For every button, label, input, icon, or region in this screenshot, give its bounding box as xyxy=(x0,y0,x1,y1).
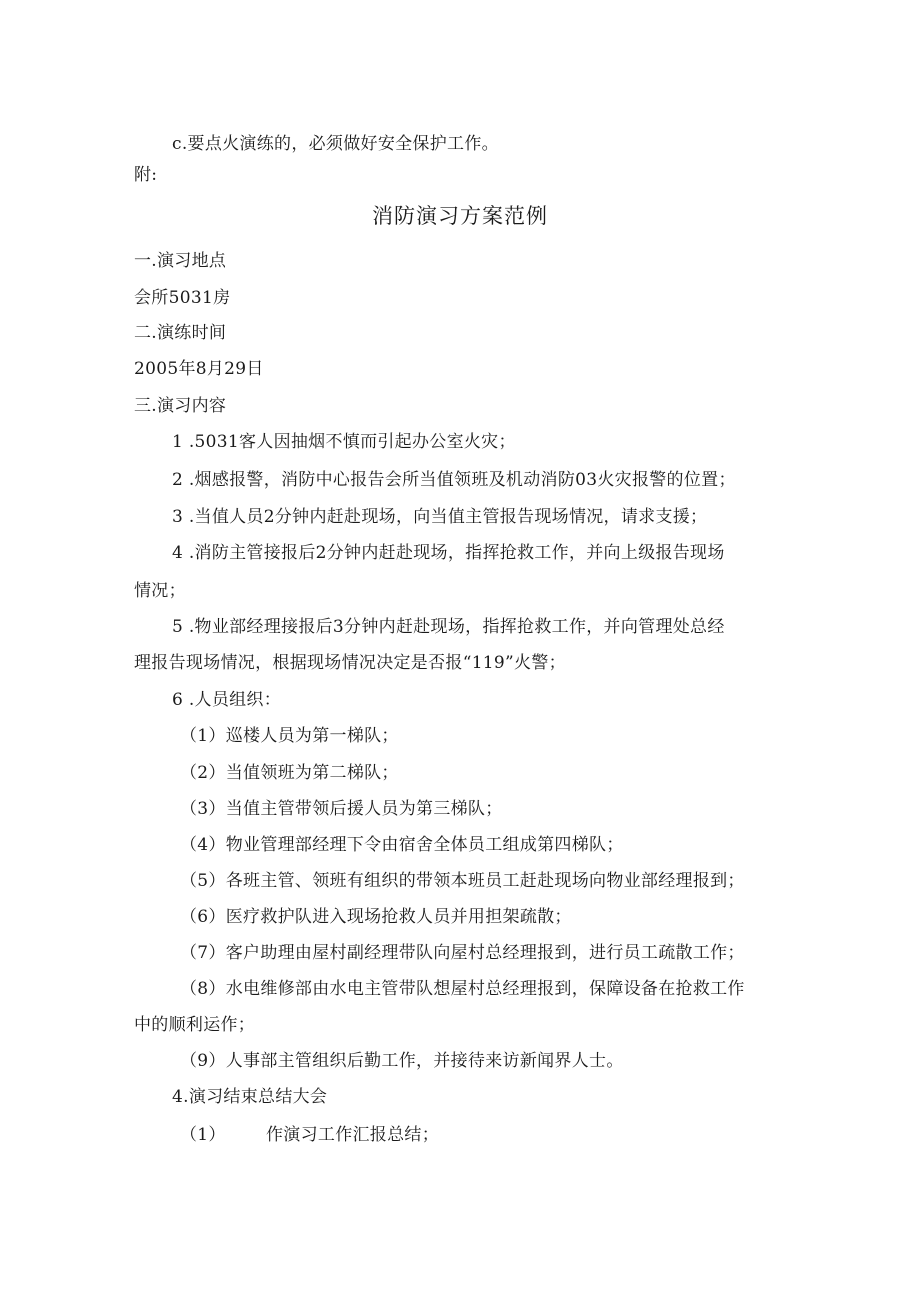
org-item-9: （9）人事部主管组织后勤工作，并接待来访新闻界人士。 xyxy=(180,1051,624,1071)
section-heading-content: 三.演习内容 xyxy=(134,396,227,416)
step-2: 2 .烟感报警，消防中心报告会所当值领班及机动消防03火灾报警的位置； xyxy=(172,470,736,490)
step-5-line-1: 5 .物业部经理接报后3分钟内赶赴现场，指挥抢救工作，并向管理处总经 xyxy=(172,617,725,637)
org-item-1: （1）巡楼人员为第一梯队； xyxy=(180,726,399,746)
org-item-4: （4）物业管理部经理下令由宿舍全体员工组成第四梯队； xyxy=(180,835,624,855)
step-4-line-2: 情况； xyxy=(134,581,186,601)
org-item-8-line-1: （8）水电维修部由水电主管带队想屋村总经理报到，保障设备在抢救工作 xyxy=(180,979,745,999)
section-heading-location: 一.演习地点 xyxy=(134,251,227,271)
section-heading-time: 二.演练时间 xyxy=(134,323,227,343)
step-6: 6 .人员组织： xyxy=(172,690,282,710)
summary-item-1-label: （1） xyxy=(180,1125,226,1145)
step-5-line-2: 理报告现场情况，根据现场情况决定是否报“119”火警； xyxy=(134,653,566,673)
org-item-6: （6）医疗救护队进入现场抢救人员并用担架疏散； xyxy=(180,907,572,927)
org-item-7: （7）客户助理由屋村副经理带队向屋村总经理报到，进行员工疏散工作； xyxy=(180,943,745,963)
location-value: 会所5031房 xyxy=(134,288,231,308)
time-value: 2005年8月29日 xyxy=(134,359,264,379)
org-item-3: （3）当值主管带领后援人员为第三梯队； xyxy=(180,799,503,819)
step-4-line-1: 4 .消防主管接报后2分钟内赶赴现场，指挥抢救工作，并向上级报告现场 xyxy=(172,543,725,563)
step-3: 3 .当值人员2分钟内赶赴现场，向当值主管报告现场情况，请求支援； xyxy=(172,507,708,527)
appendix-label: 附: xyxy=(134,165,158,185)
summary-item-1-text: 作演习工作汇报总结； xyxy=(266,1125,439,1145)
org-item-5: （5）各班主管、领班有组织的带领本班员工赶赴现场向物业部经理报到； xyxy=(180,871,745,891)
summary-heading: 4.演习结束总结大会 xyxy=(172,1087,328,1107)
summary-item-1 xyxy=(180,1124,439,1146)
note-line-c: c.要点火演练的，必须做好安全保护工作。 xyxy=(172,134,499,154)
step-1: 1 .5031客人因抽烟不慎而引起办公室火灾； xyxy=(172,432,516,452)
page-title: 消防演习方案范例 xyxy=(372,204,548,228)
org-item-8-line-2: 中的顺利运作； xyxy=(134,1015,256,1035)
org-item-2: （2）当值领班为第二梯队； xyxy=(180,763,399,783)
